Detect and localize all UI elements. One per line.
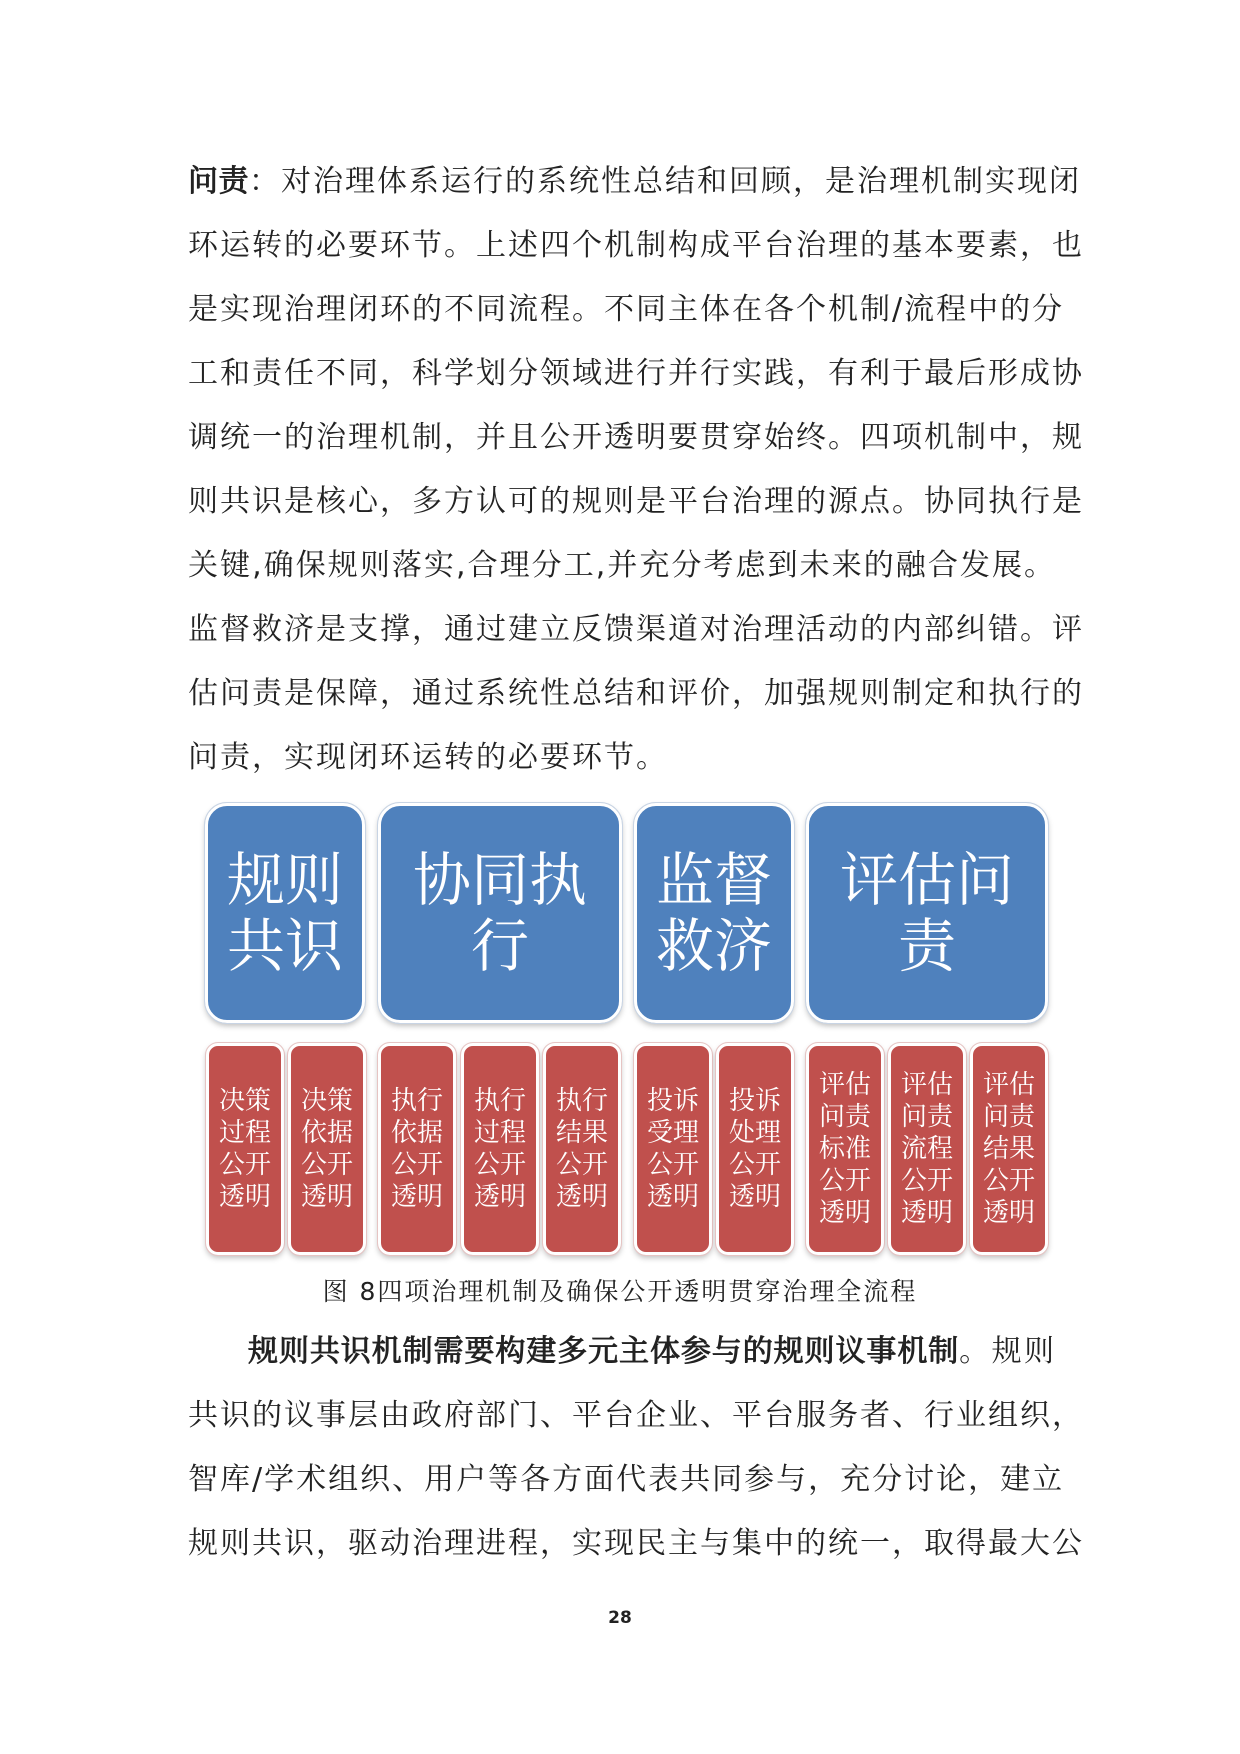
paragraph-line: 问责：对治理体系运行的系统性总结和回顾，是治理机制实现闭 [188, 164, 1081, 199]
lead-sentence: 规则共识机制需要构建多元主体参与的规则议事机制 [248, 1334, 960, 1369]
paragraph-line: 智库/学术组织、用户等各方面代表共同参与，充分讨论，建立 [188, 1462, 1065, 1497]
paragraph-line: 工和责任不同，科学划分领域进行并行实践，有利于最后形成协 [188, 356, 1084, 391]
lead-term: 问责 [188, 164, 249, 199]
paragraph-line: 是实现治理闭环的不同流程。不同主体在各个机制/流程中的分 [188, 292, 1065, 327]
paragraph-line: 问责，实现闭环运转的必要环节。 [188, 740, 668, 775]
step-box: 执行结果公开透明 [543, 1043, 621, 1255]
step-box: 执行过程公开透明 [461, 1043, 539, 1255]
page-number: 28 [608, 1608, 632, 1628]
paragraph-line: 估问责是保障，通过系统性总结和评价，加强规则制定和执行的 [188, 676, 1084, 711]
paragraph-line: 规则共识，驱动治理进程，实现民主与集中的统一，取得最大公 [188, 1526, 1084, 1561]
step-box: 投诉受理公开透明 [634, 1043, 712, 1255]
step-box: 评估问责标准公开透明 [806, 1043, 884, 1255]
figure-caption: 图 8四项治理机制及确保公开透明贯穿治理全流程 [322, 1277, 918, 1306]
paragraph-rule-consensus [188, 1320, 1084, 1576]
paragraph-accountability [188, 150, 1084, 790]
paragraph-line: 监督救济是支撑，通过建立反馈渠道对治理活动的内部纠错。评 [188, 612, 1084, 647]
paragraph-line: 规则共识机制需要构建多元主体参与的规则议事机制。规则 [248, 1334, 1057, 1369]
step-box: 投诉处理公开透明 [716, 1043, 794, 1255]
mechanism-box-evaluation-accountability: 评估问 责 [806, 803, 1048, 1023]
step-box: 评估问责结果公开透明 [970, 1043, 1048, 1255]
step-box: 执行依据公开透明 [378, 1043, 456, 1255]
step-box: 决策依据公开透明 [288, 1043, 366, 1255]
paragraph-line: 环运转的必要环节。上述四个机制构成平台治理的基本要素，也 [188, 228, 1084, 263]
step-box: 决策过程公开透明 [206, 1043, 284, 1255]
paragraph-line: 关键,确保规则落实,合理分工,并充分考虑到未来的融合发展。 [188, 548, 1056, 583]
mechanism-box-rule-consensus: 规则 共识 [205, 803, 365, 1023]
mechanism-box-supervision-remedy: 监督 救济 [634, 803, 794, 1023]
mechanism-box-collaborative-execution: 协同执 行 [378, 803, 622, 1023]
step-box: 评估问责流程公开透明 [888, 1043, 966, 1255]
paragraph-line: 共识的议事层由政府部门、平台企业、平台服务者、行业组织， [188, 1398, 1084, 1433]
paragraph-line: 则共识是核心，多方认可的规则是平台治理的源点。协同执行是 [188, 484, 1084, 519]
paragraph-line: 调统一的治理机制，并且公开透明要贯穿始终。四项机制中，规 [188, 420, 1084, 455]
